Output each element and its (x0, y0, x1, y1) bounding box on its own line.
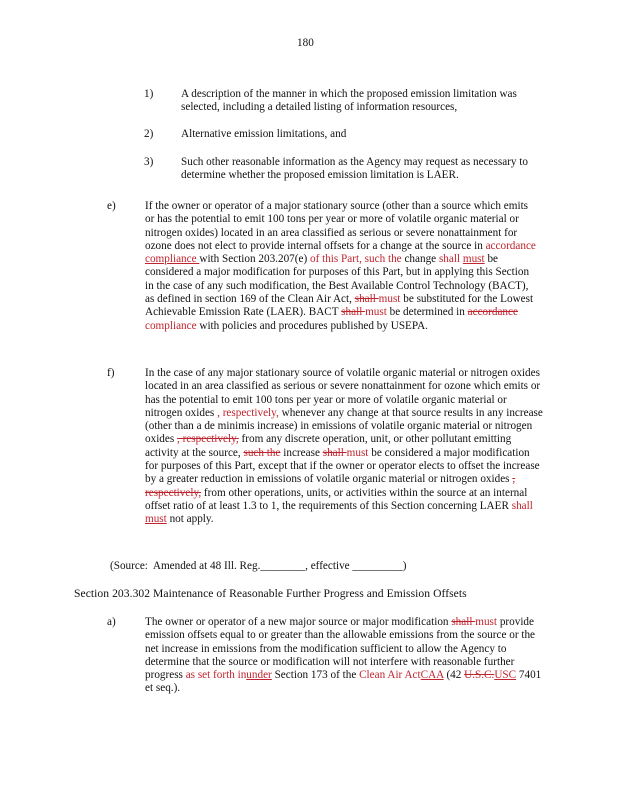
para-f-text: In the case of any major stationary source of volatile organic material or nitrogen oxides located in an area classified as serious or severe nonattainment for ozone which emits or has the potential to emit 100 tons per year or more of volatile organic material or nitrogen oxides , respectively, whenever any change at that source results in any increase (other than a de minimis increase) in emissions of volatile organic material or nitrogen oxides , respectively, from any discrete operation, unit, or other pollutant emitting activity at the source, such the increase shall must be considered a major modification for purposes of this Part, except that if the owner or operator elects to offset the increase by a greater reduction in emissions of volatile organic material or nitrogen oxides , respectively, from other operations, units, or activities within the source at an internal offset ratio of at least 1.3 to 1, the requirements of this Section concerning LAER shall must not apply. (145, 367, 543, 526)
list-item-1-number: 1) (144, 88, 154, 100)
list-item-1-text: A description of the manner in which the proposed emission limitation was selected, including a detailed listing of information resources, (181, 88, 517, 114)
list-item-2-number: 2) (144, 128, 154, 140)
para-f-label: f) (107, 367, 115, 379)
para-e-label: e) (107, 200, 116, 212)
source-note: (Source: Amended at 48 Ill. Reg.________, effective _________) (110, 560, 407, 572)
para-a-label: a) (107, 616, 116, 628)
para-e-text: If the owner or operator of a major stationary source (other than a source which emits or has the potential to emit 100 tons per year or more of volatile organic material or nitrogen oxides) located in an area classified as serious or severe nonattainment for ozone does not elect to provide internal offsets for a change at the source in accordance compliance with Section 203.207(e) of this Part, such the change shall must be considered a major modification for purposes of this Part, but in applying this Section in the case of any such modification, the Best Available Control Technology (BACT), as defined in section 169 of the Clean Air Act, shall must be substituted for the Lowest Achievable Emission Rate (LAER). BACT shall must be determined in accordance compliance with policies and procedures published by USEPA. (145, 200, 536, 332)
section-heading: Section 203.302 Maintenance of Reasonable Further Progress and Emission Offsets (74, 587, 467, 600)
list-item-3-text: Such other reasonable information as the Agency may request as necessary to determine whether the proposed emission limitation is LAER. (181, 156, 529, 182)
list-item-3-number: 3) (144, 156, 154, 168)
page-number: 180 (297, 37, 314, 49)
list-item-2-text: Alternative emission limitations, and (181, 128, 347, 140)
para-a-text: The owner or operator of a new major source or major modification shall must provide emission offsets equal to or greater than the allowable emissions from the source or the net increase in emissions from the modification sufficient to allow the Agency to determine that the source or modification will not interfere with reasonable further progress as set forth inunder Section 173 of the Clean Air ActCAA (42 U.S.C.USC 7401 et seq.). (145, 616, 542, 695)
